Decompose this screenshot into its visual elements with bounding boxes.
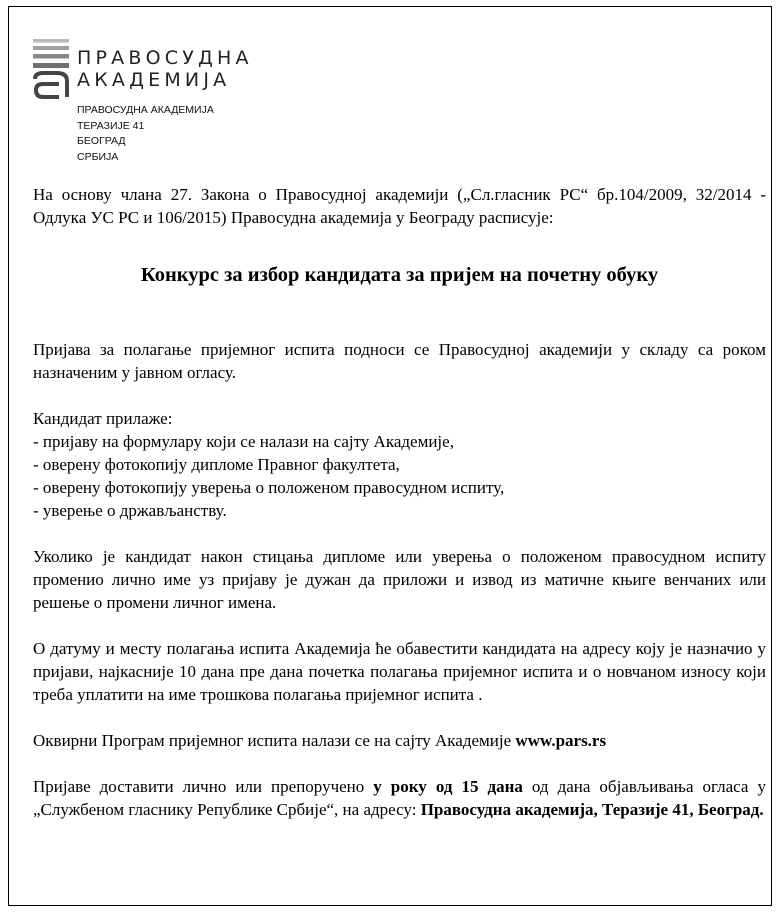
notification-paragraph: О датуму и месту полагања испита Академија ће обавестити кандидата на адресу коју је назначио у пријави, најкасније 10 дана пре дана почетка полагања пријемног испита и о новчаном износу који треба уплатити на име трошкова полагања пријемног испита . — [33, 639, 766, 704]
brand-line-2: АКАДЕМИЈА — [77, 69, 231, 91]
attachment-item: - уверење о држављанству. — [33, 501, 227, 520]
address-block — [77, 103, 214, 165]
brand-name — [77, 47, 253, 91]
intro-paragraph: На основу члана 27. Закона о Правосудној академији („Сл.гласник РС“ бр.104/2009, 32/2014 - Одлука УС РС и 106/2015) Правосудна академија у Београду расписује: — [33, 185, 766, 227]
attachment-item: - оверену фотокопију дипломе Правног факултета, — [33, 455, 400, 474]
document-body — [33, 183, 766, 821]
submission-deadline: у року од 15 дана — [373, 777, 523, 796]
attachments-heading: Кандидат прилаже: — [33, 409, 173, 428]
academy-logo-icon — [33, 39, 73, 101]
attachment-item: - пријаву на формулару који се налази на сајту Академије, — [33, 432, 454, 451]
program-paragraph — [33, 729, 766, 752]
name-change-paragraph: Уколико је кандидат након стицања дипломе или уверења о положеном правосудном испиту променио лично име уз пријаву је дужан да приложи и извод из матичне књиге венчаних или решење о промени личног имена. — [33, 547, 766, 612]
page-title: Конкурс за избор кандидата за пријем на почетну обуку — [140, 264, 659, 286]
submission-text-2: од дана објављивања огласа у „Службеном гласнику Републике Србије“, на адресу: — [33, 777, 766, 819]
address-line: СРБИЈА — [77, 150, 119, 163]
brand-line-1: ПРАВОСУДНА — [77, 47, 253, 69]
attachment-item: - оверену фотокопију уверења о положеном правосудном испиту, — [33, 478, 505, 497]
document-frame — [8, 6, 772, 906]
address-line: ПРАВОСУДНА АКАДЕМИЈА — [77, 104, 214, 116]
application-paragraph: Пријава за полагање пријемног испита подноси се Правосудној академији у складу са роком назначеним у јавном огласу. — [33, 340, 766, 382]
submission-paragraph — [33, 775, 766, 821]
address-line: БЕОГРАД — [77, 135, 126, 147]
submission-text-1: Пријаве доставити лично или препоручено — [33, 777, 374, 796]
program-text: Оквирни Програм пријемног испита налази се на сајту Академије — [33, 731, 516, 750]
address-line: ТЕРАЗИЈЕ 41 — [77, 119, 145, 132]
website-link[interactable]: www.pars.rs — [515, 731, 607, 750]
submission-address: Правосудна академија, Теразије 41, Београд. — [420, 800, 764, 819]
